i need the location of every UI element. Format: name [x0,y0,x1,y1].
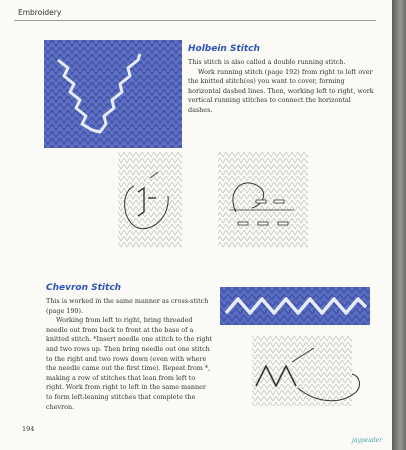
page-number: 194 [22,425,35,433]
holbein-stitch-diagram [118,152,308,252]
watermark-signature: jaypeader [352,437,383,444]
book-spine-edge [392,0,406,450]
chevron-paragraph-2: Working from left to right, bring threaded needle out from back to front at the base of a knitted stitch. *Insert needle one stitch to the right and two rows up. Then bring needle out one stitch to the right and two rows down (even with where the needle came out the first time). Repeat from *, making a row of stitches that lean from left to right. Work from right to left in the same manner to form left-leaning stitches that complete the chevron. [46,316,213,411]
header-rule [14,20,376,21]
holbein-body [188,58,376,116]
chevron-body [46,297,214,412]
holbein-paragraph-2: Work running stitch (page 192) from right to left over the knitted stitch(es) you want to cover, forming horizontal dashed lines. Then, working left to right, work vertical running stitches to connect the horizontal dashes. [188,67,374,114]
chevron-heading: Chevron Stitch [46,283,122,293]
chevron-swatch-photo [220,287,370,325]
holbein-heading: Holbein Stitch [188,44,260,54]
chevron-paragraph-1: This is worked in the same manner as cross-stitch (page 190). [46,297,209,315]
holbein-paragraph-1: This stitch is also called a double running stitch. [188,58,346,66]
running-header: Embroidery [18,8,62,17]
holbein-swatch-photo [44,40,182,148]
chevron-stitch-diagram [222,336,372,420]
